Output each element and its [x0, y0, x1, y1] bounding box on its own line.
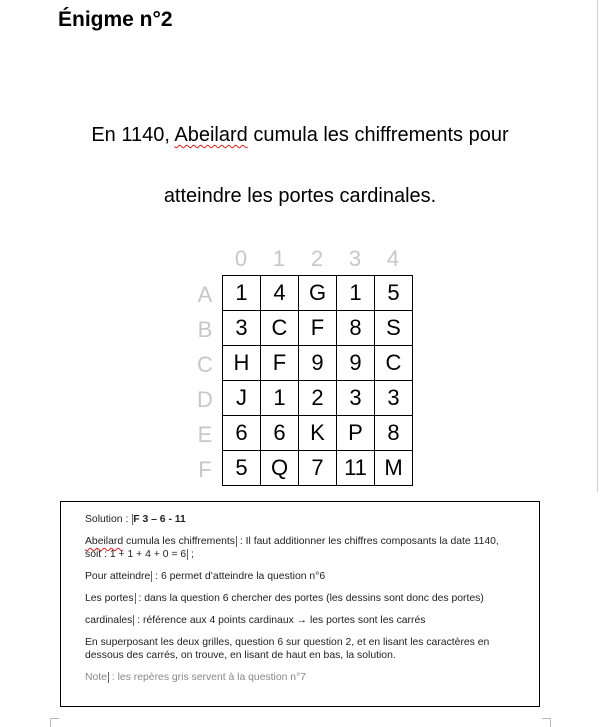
- solution-value: F 3 – 6 - 11: [133, 514, 186, 525]
- grid-cell: F: [299, 311, 337, 346]
- grid-column-label: 0: [234, 246, 248, 271]
- cipher-grid: [222, 275, 413, 486]
- solution-p1-rest: : Il faut additionner les chiffres composants la date 1140, soit: [85, 536, 499, 560]
- grid-cell: G: [299, 276, 337, 311]
- grid-cell: J: [223, 381, 261, 416]
- grid-cell: 1: [261, 381, 299, 416]
- grid-column-label: 3: [348, 246, 362, 271]
- solution-abeilard: Abeilard: [85, 536, 124, 547]
- grid-cell: 6: [223, 416, 261, 451]
- grid-row-d: [223, 381, 413, 416]
- solution-p1-calc: : 1 + 1 + 4 + 0 = 6: [101, 549, 187, 560]
- grid-cell: 7: [299, 451, 337, 486]
- grid-row-b: [223, 311, 413, 346]
- riddle-prefix: En 1140,: [91, 124, 175, 146]
- grid-row-label: D: [197, 387, 213, 412]
- grid-cell: F: [261, 346, 299, 381]
- grid-cell: C: [375, 346, 413, 381]
- grid-row-label: C: [197, 352, 213, 377]
- grid-cell: 8: [375, 416, 413, 451]
- grid-row-a: [223, 276, 413, 311]
- grid-cell: 3: [223, 311, 261, 346]
- grid-cell: 9: [299, 346, 337, 381]
- solution-p2-rest: : 6 permet d’atteindre la question n°6: [152, 571, 326, 582]
- riddle-name-abeilard: Abeilard: [174, 124, 248, 146]
- riddle-line-1: [0, 124, 600, 147]
- grid-cell: 2: [299, 381, 337, 416]
- grid-cell: H: [223, 346, 261, 381]
- grid-cell: 9: [337, 346, 375, 381]
- grid-column-label: 4: [386, 246, 400, 271]
- grid-cell: 6: [261, 416, 299, 451]
- grid-cell: 5: [375, 276, 413, 311]
- solution-box: [60, 501, 540, 707]
- grid-column-label: 2: [310, 246, 324, 271]
- grid-cell: 11: [337, 451, 375, 486]
- solution-header: [85, 513, 515, 526]
- solution-p3-term: Les portes: [85, 593, 134, 604]
- grid-row-label: E: [197, 422, 213, 447]
- grid-cell: P: [337, 416, 375, 451]
- solution-label: Solution: [85, 514, 123, 525]
- grid-row-label: F: [198, 457, 212, 482]
- solution-p2-term: Pour atteindre: [85, 571, 151, 582]
- solution-p4-term: cardinales: [85, 615, 133, 626]
- solution-paragraph-5: En superposant les deux grilles, question 6 sur question 2, et en lisant les caractères en dessous des carrés, on trouve, en lisant de haut en bas, la solution.: [85, 637, 490, 661]
- grid-cell: 1: [337, 276, 375, 311]
- grid-cell: 4: [261, 276, 299, 311]
- riddle-suffix: cumula les chiffrements pour: [247, 124, 509, 146]
- grid-cell: Q: [261, 451, 299, 486]
- grid-row-label: B: [197, 317, 213, 342]
- page-title: Énigme n°2: [58, 8, 173, 31]
- solution-paragraph-3: [85, 592, 515, 605]
- grid-row-e: [223, 416, 413, 451]
- grid-row-f: [223, 451, 413, 486]
- grid-cell: 8: [337, 311, 375, 346]
- solution-paragraph-2: [85, 570, 515, 583]
- solution-note-rest: : les repères gris servent à la question n°7: [108, 672, 307, 683]
- solution-note-term: Note: [85, 672, 107, 683]
- grid-cell: 3: [337, 381, 375, 416]
- solution-p1-mid: cumula les chiffrements: [123, 536, 235, 547]
- solution-paragraph-4: [85, 614, 515, 627]
- solution-note: [85, 671, 515, 684]
- solution-colon: :: [122, 514, 132, 525]
- grid-cell: C: [261, 311, 299, 346]
- solution-paragraph-1: [85, 535, 515, 561]
- page-edge: [597, 0, 598, 492]
- solution-p1-end: ;: [188, 549, 194, 560]
- riddle-line-2: atteindre les portes cardinales.: [163, 185, 437, 207]
- solution-p4-rest: : référence aux 4 points cardinaux → les portes sont les carrés: [134, 615, 426, 626]
- grid-cell: K: [299, 416, 337, 451]
- grid-cell: S: [375, 311, 413, 346]
- grid-row-c: [223, 346, 413, 381]
- solution-p3-rest: : dans la question 6 chercher des portes (les dessins sont donc des portes): [135, 593, 484, 604]
- grid-cell: 5: [223, 451, 261, 486]
- grid-column-label: 1: [272, 246, 286, 271]
- grid-cell: 1: [223, 276, 261, 311]
- grid-row-label: A: [197, 282, 213, 307]
- grid-cell: 3: [375, 381, 413, 416]
- grid-cell: M: [375, 451, 413, 486]
